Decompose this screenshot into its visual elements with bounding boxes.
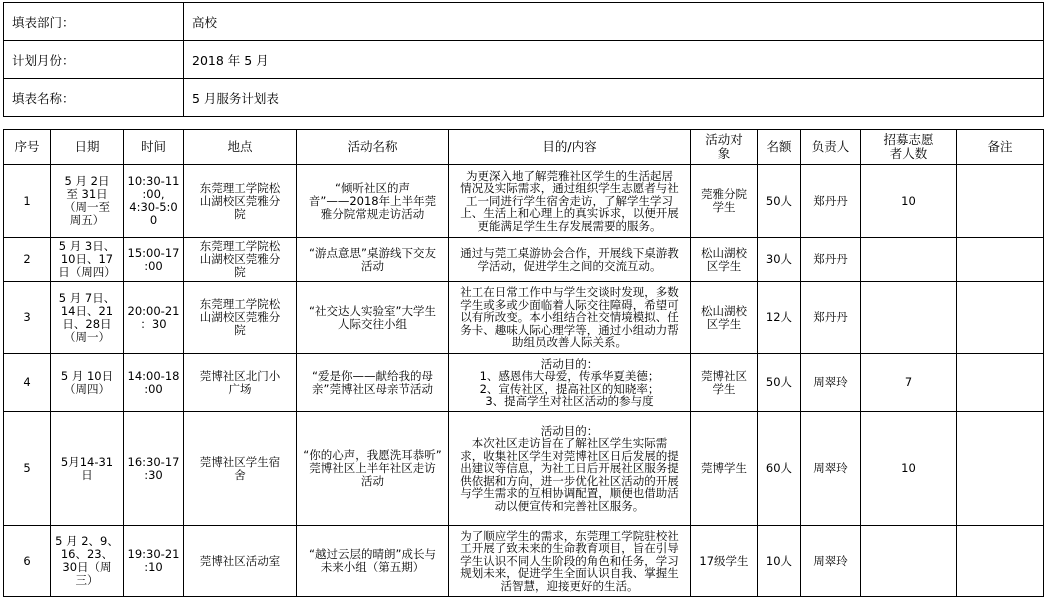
cell-place: 莞博社区活动室 <box>184 526 297 597</box>
cell-place: 莞博社区北门小 广场 <box>184 354 297 412</box>
cell-time: 16:30-17 :30 <box>124 412 184 526</box>
cell-quota: 60人 <box>758 412 801 526</box>
header-quota: 名额 <box>758 130 801 165</box>
cell-index: 3 <box>4 282 51 354</box>
header-leader: 负责人 <box>801 130 861 165</box>
cell-quota: 10人 <box>758 526 801 597</box>
cell-target: 17级学生 <box>691 526 758 597</box>
cell-place: 东莞理工学院松 山湖校区莞雅分 院 <box>184 238 297 282</box>
info-row-month <box>4 41 1044 79</box>
table-header-row <box>4 130 1044 165</box>
cell-target: 莞博学生 <box>691 412 758 526</box>
cell-index: 5 <box>4 412 51 526</box>
cell-date: 5 月 3日、 10日、17 日（周四） <box>51 238 124 282</box>
cell-leader: 周翠玲 <box>801 412 861 526</box>
cell-quota: 50人 <box>758 165 801 238</box>
cell-note <box>957 282 1044 354</box>
cell-time: 19:30-21 :10 <box>124 526 184 597</box>
form-name-value: 5 月服务计划表 <box>184 79 1044 117</box>
cell-leader: 周翠玲 <box>801 354 861 412</box>
department-label: 填表部门： <box>4 3 184 41</box>
cell-activity-name: “倾听社区的声 音”——2018年上半年莞 雅分院常规走访活动 <box>297 165 449 238</box>
cell-date: 5 月 7日、 14日、21 日、28日 （周一） <box>51 282 124 354</box>
cell-volunteers: 7 <box>861 354 957 412</box>
info-row-department <box>4 3 1044 41</box>
cell-quota: 50人 <box>758 354 801 412</box>
cell-purpose: 通过与莞工桌游协会合作，开展线下桌游教 学活动，促进学生之间的交流互动。 <box>449 238 691 282</box>
cell-volunteers <box>861 238 957 282</box>
cell-leader: 郑丹丹 <box>801 282 861 354</box>
table-row <box>4 526 1044 597</box>
cell-target: 莞雅分院 学生 <box>691 165 758 238</box>
cell-leader: 郑丹丹 <box>801 238 861 282</box>
cell-activity-name: “社交达人实验室”大学生 人际交往小组 <box>297 282 449 354</box>
cell-activity-name: “越过云层的晴朗”成长与 未来小组（第五期） <box>297 526 449 597</box>
cell-quota: 30人 <box>758 238 801 282</box>
table-row <box>4 282 1044 354</box>
cell-note <box>957 354 1044 412</box>
department-value: 高校 <box>184 3 1044 41</box>
header-volunteers: 招募志愿 者人数 <box>861 130 957 165</box>
cell-index: 6 <box>4 526 51 597</box>
cell-time: 14:00-18 :00 <box>124 354 184 412</box>
cell-index: 1 <box>4 165 51 238</box>
cell-leader: 郑丹丹 <box>801 165 861 238</box>
cell-time: 15:00-17 :00 <box>124 238 184 282</box>
cell-activity-name: “你的心声，我愿洗耳恭听” 莞博社区上半年社区走访 活动 <box>297 412 449 526</box>
table-row <box>4 354 1044 412</box>
cell-note <box>957 238 1044 282</box>
cell-purpose: 活动目的： 1、感恩伟大母爱，传承华夏美德； 2、宣传社区，提高社区的知晓率； 3、提高学生对社区活动的参与度 <box>449 354 691 412</box>
cell-place: 莞博社区学生宿 舍 <box>184 412 297 526</box>
header-activity-name: 活动名称 <box>297 130 449 165</box>
cell-volunteers: 10 <box>861 412 957 526</box>
cell-note <box>957 526 1044 597</box>
cell-purpose: 为了顺应学生的需求，东莞理工学院驻校社 工开展了致未来的生命教育项目，旨在引导 学生认识不同人生阶段的角色和任务，学习 规划未来，促进学生全面认识自我、掌握生 活智慧，迎接更好的生活。 <box>449 526 691 597</box>
cell-leader: 周翠玲 <box>801 526 861 597</box>
cell-volunteers: 10 <box>861 165 957 238</box>
cell-note <box>957 165 1044 238</box>
header-target: 活动对 象 <box>691 130 758 165</box>
cell-place: 东莞理工学院松 山湖校区莞雅分 院 <box>184 165 297 238</box>
cell-target: 松山湖校 区学生 <box>691 238 758 282</box>
cell-volunteers <box>861 526 957 597</box>
table-row <box>4 412 1044 526</box>
header-note: 备注 <box>957 130 1044 165</box>
cell-time: 10:30-11 :00, 4:30-5:0 0 <box>124 165 184 238</box>
cell-volunteers <box>861 282 957 354</box>
form-info-table <box>3 2 1044 117</box>
cell-date: 5 月 2日 至 31日 （周一至 周五） <box>51 165 124 238</box>
form-name-label: 填表名称： <box>4 79 184 117</box>
header-time: 时间 <box>124 130 184 165</box>
table-row <box>4 238 1044 282</box>
cell-place: 东莞理工学院松 山湖校区莞雅分 院 <box>184 282 297 354</box>
cell-note <box>957 412 1044 526</box>
table-row <box>4 165 1044 238</box>
cell-date: 5 月 2、9、 16、23、 30日（周 三） <box>51 526 124 597</box>
cell-index: 4 <box>4 354 51 412</box>
cell-activity-name: “游点意思”桌游线下交友 活动 <box>297 238 449 282</box>
cell-activity-name: “爱是你——献给我的母 亲”莞博社区母亲节活动 <box>297 354 449 412</box>
service-plan-table <box>3 129 1044 597</box>
month-value: 2018 年 5 月 <box>184 41 1044 79</box>
cell-purpose: 为更深入地了解莞雅社区学生的生活起居 情况及实际需求，通过组织学生志愿者与社 工一同进行学生宿舍走访，了解学生学习 上、生活上和心理上的真实诉求，以便开展 更能满足学生生存发展需要的服务。 <box>449 165 691 238</box>
cell-target: 松山湖校 区学生 <box>691 282 758 354</box>
cell-purpose: 社工在日常工作中与学生交谈时发现，多数 学生或多或少面临着人际交往障碍，希望可 以有所改变。本小组结合社交情境模拟、任 务卡、趣味人际心理学等，通过小组动力帮 助组员改善人际关系。 <box>449 282 691 354</box>
header-index: 序号 <box>4 130 51 165</box>
header-purpose: 目的/内容 <box>449 130 691 165</box>
cell-time: 20:00-21 ：30 <box>124 282 184 354</box>
cell-index: 2 <box>4 238 51 282</box>
header-date: 日期 <box>51 130 124 165</box>
cell-date: 5 月 10日 （周四） <box>51 354 124 412</box>
cell-purpose: 活动目的： 本次社区走访旨在了解社区学生实际需 求，收集社区学生对莞博社区日后发展的提 出建议等信息，为社工日后开展社区服务提 供依据和方向，进一步优化社区活动的开展 与学生需求的互相协调配置，顺便也借助活 动以便宣传和完善社区服务。 <box>449 412 691 526</box>
header-place: 地点 <box>184 130 297 165</box>
cell-target: 莞博社区 学生 <box>691 354 758 412</box>
month-label: 计划月份： <box>4 41 184 79</box>
cell-quota: 12人 <box>758 282 801 354</box>
cell-date: 5月14-31 日 <box>51 412 124 526</box>
info-row-form-name <box>4 79 1044 117</box>
